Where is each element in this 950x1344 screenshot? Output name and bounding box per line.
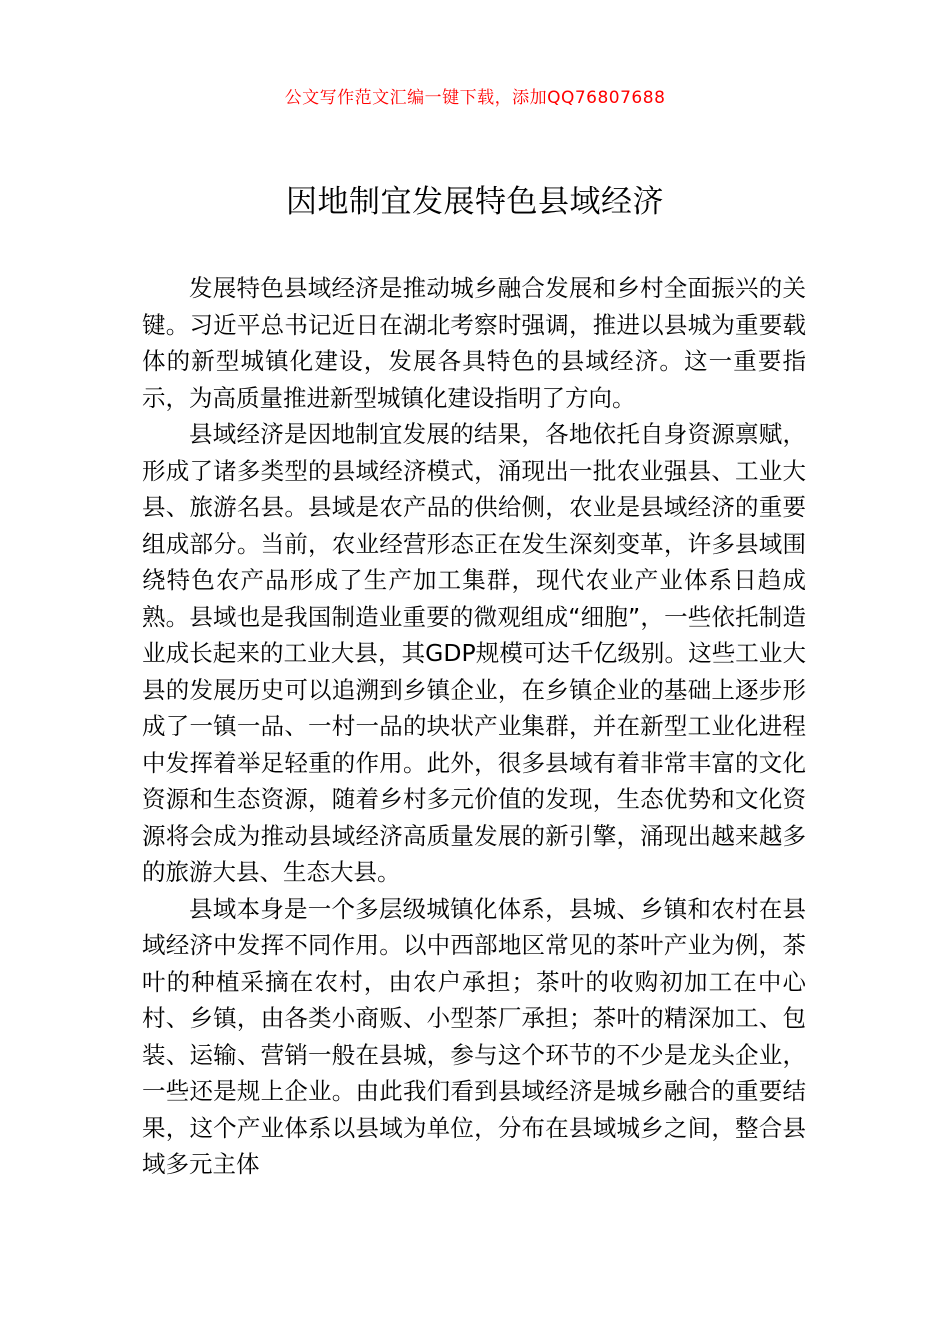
header-note: 公文写作范文汇编一键下载，添加QQ76807688 <box>284 88 666 108</box>
paragraph-3: 县域本身是一个多层级城镇化体系，县城、乡镇和农村在县域经济中发挥不同作用。以中西部地区常见的茶叶产业为例，茶叶的种植采摘在农村，由农户承担；茶叶的收购初加工在中心村、乡镇，由各类小商贩、小型茶厂承担；茶叶的精深加工、包装、运输、营销一般在县城，参与这个环节的不少是龙头企业，一些还是规上企业。由此我们看到县域经济是城乡融合的重要结果，这个产业体系以县域为单位，分布在县域城乡之间，整合县域多元主体 <box>142 894 806 1178</box>
paragraph-1: 发展特色县域经济是推动城乡融合发展和乡村全面振兴的关键。习近平总书记近日在湖北考察时强调，推进以县城为重要载体的新型城镇化建设，发展各具特色的县域经济。这一重要指示，为高质量推进新型城镇化建设指明了方向。 <box>142 274 806 412</box>
paragraph-2: 县域经济是因地制宜发展的结果，各地依托自身资源禀赋，形成了诸多类型的县域经济模式，涌现出一批农业强县、工业大县、旅游名县。县域是农产品的供给侧，农业是县域经济的重要组成部分。当前，农业经营形态正在发生深刻变革，许多县域围绕特色农产品形成了生产加工集群，现代农业产业体系日趋成熟。县域也是我国制造业重要的微观组成“细胞”，一些依托制造业成长起来的工业大县，其GDP规模可达千亿级别。这些工业大县的发展历史可以追溯到乡镇企业，在乡镇企业的基础上逐步形成了一镇一品、一村一品的块状产业集群，并在新型工业化进程中发挥着举足轻重的作用。此外，很多县域有着非常丰富的文化资源和生态资源，随着乡村多元价值的发现，生态优势和文化资源将会成为推动县域经济高质量发展的新引擎，涌现出越来越多的旅游大县、生态大县。 <box>142 420 806 886</box>
document-body <box>142 270 806 1183</box>
document-title: 因地制宜发展特色县域经济 <box>286 184 664 220</box>
